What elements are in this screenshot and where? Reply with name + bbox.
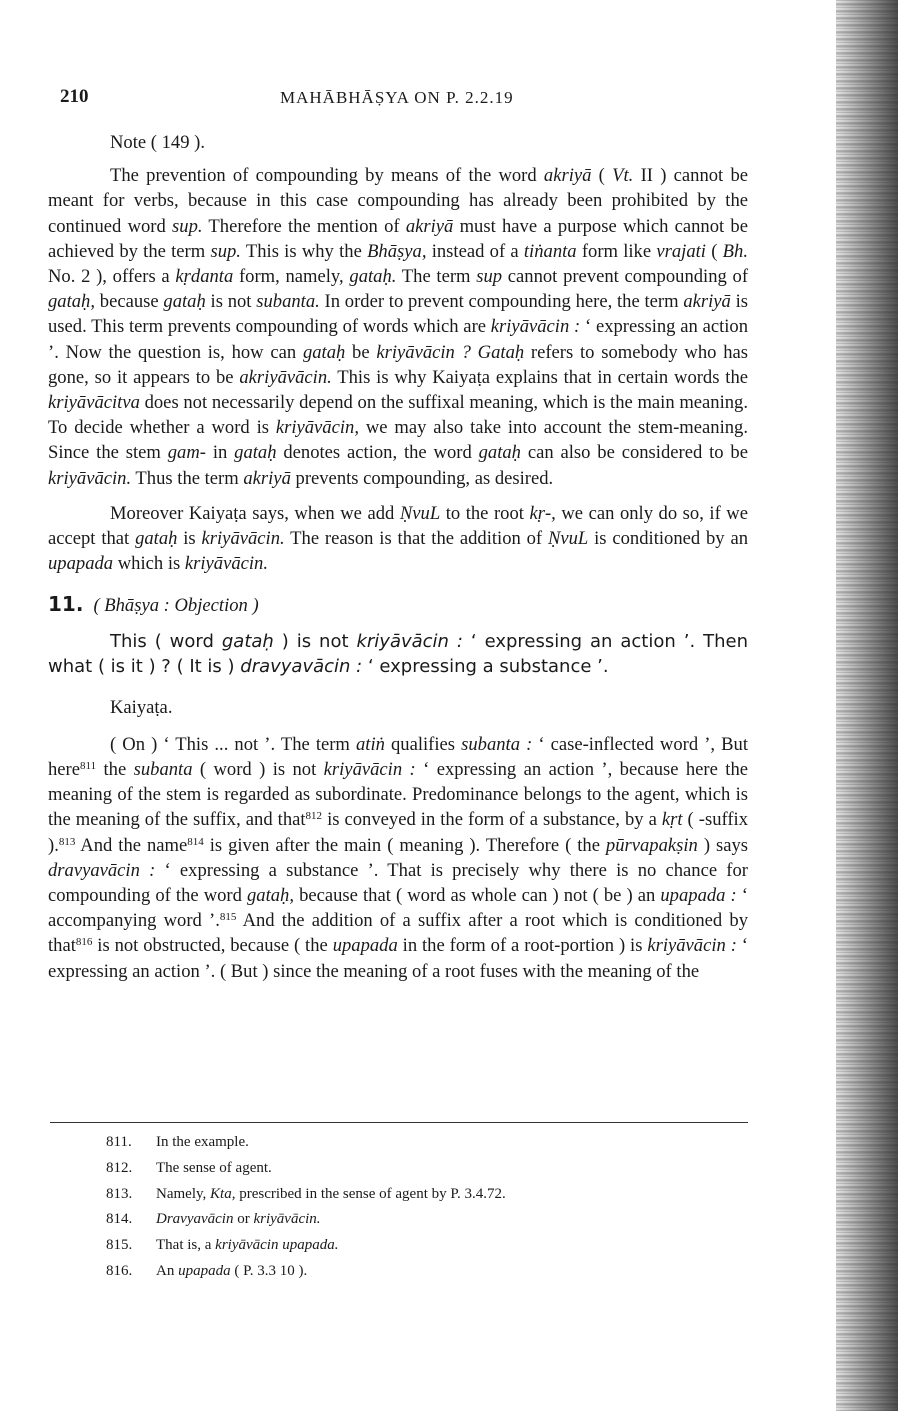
- footnote: 811. In the example.: [106, 1134, 249, 1150]
- footnote-ref-816: 816: [75, 936, 93, 949]
- footnotes: [106, 1130, 746, 1285]
- footnote-ref-813: 813: [58, 835, 76, 848]
- paragraph-note-149: The prevention of compounding by means of the word akriyā ( Vt. II ) cannot be meant for verbs, because in this case compounding has already been prohibited by the continued word sup. Therefore the mention of akriyā must have a purpose which cannot be achieved by the term sup. This is why the Bhāṣya, instead of a tiṅanta form like vrajati ( Bh. No. 2 ), offers a kṛdanta form, namely, gataḥ. The term sup cannot prevent compounding of gataḥ, because gataḥ is not subanta. In order to prevent compounding here, the term akriyā is used. This term prevents compounding of words which are kriyāvācin : ‘ expressing an action ’. Now the question is, how can gataḥ be kriyāvācin ? Gataḥ refers to somebody who has gone, so it appears to be akriyāvācin. This is why Kaiyaṭa explains that in certain words the kriyāvācitva does not necessarily depend on the suffixal meaning, which is the main meaning. To decide whether a word is kriyāvācin, we may also take into account the stem-meaning. Since the stem gam- in gataḥ denotes action, the word gataḥ can also be considered to be kriyāvācin. Thus the term akriyā prevents compounding, as desired.: [48, 165, 749, 489]
- page-header: [60, 86, 750, 110]
- footnote-divider: [50, 1122, 748, 1123]
- footnote: 812. The sense of agent.: [106, 1159, 272, 1176]
- footnote-ref-811: 811: [80, 760, 97, 773]
- footnote: 816. An upapada ( P. 3.3 10 ).: [106, 1262, 308, 1279]
- bhasya-text: This ( word gataḥ ) is not kriyāvācin : ‘ expressing an action ’. Then what ( is it ) ? ( It is ) dravyavācin : ‘ expressing a substance ’.: [48, 630, 748, 677]
- page-number: 210: [60, 86, 89, 107]
- body-text: [48, 130, 748, 984]
- paragraph-kaiyata-nvul: Moreover Kaiyaṭa says, when we add ṆvuL to the root kṛ-, we can only do so, if we accept that gataḥ is kriyāvācin. The reason is that the addition of ṆvuL is conditioned by an upapada which is kriyāvācin.: [48, 502, 749, 575]
- note-heading: Note ( 149 ).: [110, 132, 206, 153]
- running-title: MAHĀBHĀṢYA ON P. 2.2.19: [280, 88, 514, 107]
- footnote: 814. Dravyavācin or kriyāvācin.: [106, 1211, 321, 1228]
- section-number: 11.: [48, 592, 84, 617]
- kaiyata-heading: Kaiyaṭa.: [110, 696, 173, 718]
- footnote-ref-812: 812: [305, 810, 323, 823]
- scan-binding-edge: [836, 0, 898, 1411]
- section-heading-11: [48, 592, 748, 618]
- footnote: 813. Namely, Kta, prescribed in the sense of agent by P. 3.4.72.: [106, 1185, 506, 1202]
- footnote-ref-814: 814: [187, 835, 204, 848]
- paragraph-kaiyata-commentary: ( On ) ‘ This ... not ’. The term atiṅ qualifies subanta : ‘ case-inflected word ’, But here$^{811}$ the subanta ( word ) is not kriyāvācin : ‘ expressing an action ’, because here the meaning of the stem is regarded as subordinate. Predominance belongs to the agent, which is the meaning of the suffix, and that$^{812}$ is conveyed in the form of a substance, by a kṛt ( -suffix ).$^{813}$ And the name$^{814}$ is given after the main ( meaning ). Therefore ( the pūrvapakṣin ) says dravyavācin : ‘ expressing a substance ’. That is precisely why there is no chance for compounding of the word gataḥ, because that ( word as whole can ) not ( be ) an upapada : ‘ accompanying word ’.$^{815}$ And the addition of a suffix after a root which is conditioned by that$^{816}$ is not obstructed, because ( the upapada in the form of a root-portion ) is kriyāvācin : ‘ expressing an action ’. ( But ) since the meaning of a root fuses with the meaning of the: [48, 733, 749, 982]
- footnote-ref-815: 815: [219, 911, 237, 924]
- footnote: 815. That is, a kriyāvācin upapada.: [106, 1237, 339, 1254]
- section-label: ( Bhāṣya : Objection ): [93, 595, 259, 617]
